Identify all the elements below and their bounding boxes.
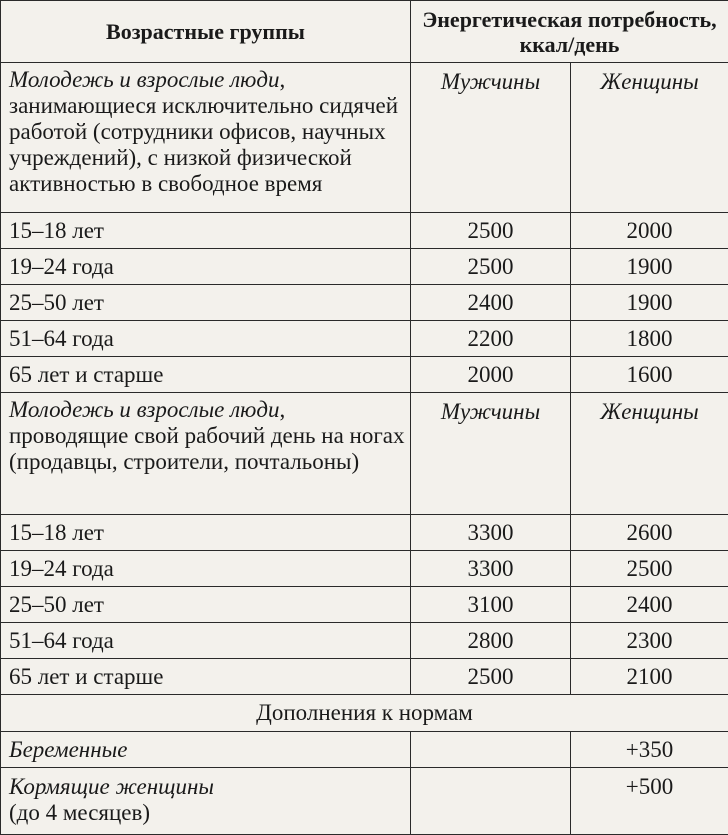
addition-label-rest: (до 4 месяцев) (9, 800, 150, 825)
table-row (1, 659, 728, 695)
women-value: 1800 (571, 321, 728, 357)
addition-label: Беременные (1, 732, 411, 768)
men-value: 2500 (411, 249, 571, 285)
header-energy-need: Энергетическая потребность, ккал/день (411, 1, 728, 63)
table-row (1, 732, 728, 768)
table-row (1, 357, 728, 393)
table-row (1, 515, 728, 551)
table-row (1, 768, 728, 835)
group-1-header-row (1, 63, 728, 213)
group-2-men-header: Мужчины (411, 393, 571, 515)
table-row (1, 321, 728, 357)
men-value: 2800 (411, 623, 571, 659)
header-age-groups: Возрастные группы (1, 1, 411, 63)
age-cell: 19–24 года (1, 551, 411, 587)
group-1-description (1, 63, 411, 213)
age-cell: 25–50 лет (1, 587, 411, 623)
men-value: 3300 (411, 551, 571, 587)
age-cell: 15–18 лет (1, 213, 411, 249)
men-value: 2500 (411, 659, 571, 695)
additions-title: Дополнения к нормам (1, 695, 728, 732)
table-row (1, 587, 728, 623)
group-2-description (1, 393, 411, 515)
table-row (1, 551, 728, 587)
age-cell: 15–18 лет (1, 515, 411, 551)
addition-empty-cell (411, 732, 571, 768)
group-2-header-row (1, 393, 728, 515)
women-value: 1900 (571, 249, 728, 285)
group-2-label-italic: Молодежь и взрослые люди (9, 397, 280, 422)
table-header-row (1, 1, 728, 63)
addition-value: +350 (571, 732, 728, 768)
women-value: 2600 (571, 515, 728, 551)
men-value: 2000 (411, 357, 571, 393)
group-1-label-italic: Молодежь и взрослые люди (9, 67, 280, 92)
men-value: 2200 (411, 321, 571, 357)
men-value: 3100 (411, 587, 571, 623)
addition-value: +500 (571, 768, 728, 835)
women-value: 2100 (571, 659, 728, 695)
women-value: 1600 (571, 357, 728, 393)
group-1-women-header: Женщины (571, 63, 728, 213)
table-row (1, 285, 728, 321)
addition-label: Кормящие женщины (9, 774, 214, 799)
group-2-label-rest: , проводящие свой рабочий день на ногах (продавцы, строители, почтальоны) (9, 397, 405, 474)
age-cell: 65 лет и старше (1, 357, 411, 393)
additions-section-row (1, 695, 728, 732)
addition-empty-cell (411, 768, 571, 835)
women-value: 2400 (571, 587, 728, 623)
age-cell: 51–64 года (1, 321, 411, 357)
addition-label-cell (1, 768, 411, 835)
women-value: 1900 (571, 285, 728, 321)
age-cell: 25–50 лет (1, 285, 411, 321)
table-row (1, 249, 728, 285)
age-cell: 19–24 года (1, 249, 411, 285)
table-row (1, 213, 728, 249)
group-1-label-rest: , занимающиеся исключительно сидячей работой (сотрудники офисов, научных учреждений), с низкой физической активностью в свободное время (9, 67, 398, 196)
men-value: 3300 (411, 515, 571, 551)
age-cell: 51–64 года (1, 623, 411, 659)
group-2-women-header: Женщины (571, 393, 728, 515)
group-1-men-header: Мужчины (411, 63, 571, 213)
women-value: 2500 (571, 551, 728, 587)
men-value: 2500 (411, 213, 571, 249)
women-value: 2000 (571, 213, 728, 249)
men-value: 2400 (411, 285, 571, 321)
women-value: 2300 (571, 623, 728, 659)
age-cell: 65 лет и старше (1, 659, 411, 695)
table-row (1, 623, 728, 659)
